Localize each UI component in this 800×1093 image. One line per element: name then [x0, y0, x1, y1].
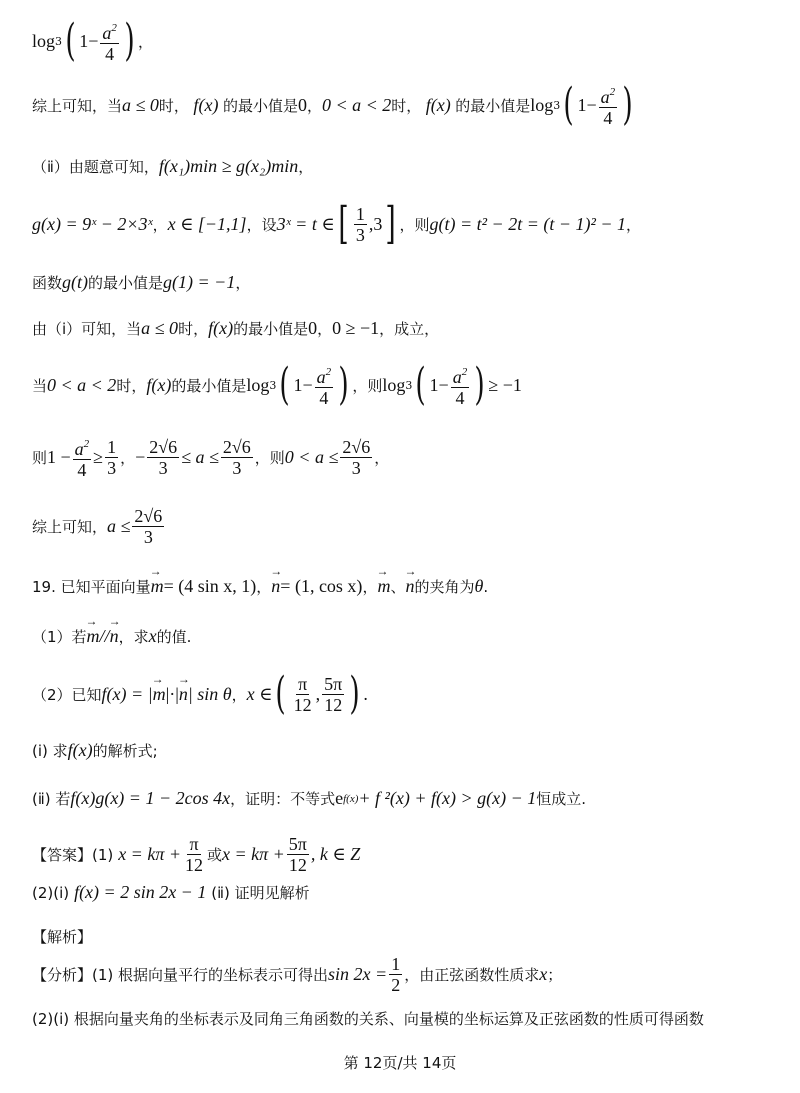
right-paren: ): [349, 668, 360, 719]
text: 时，: [116, 376, 147, 395]
zero: 0: [308, 318, 318, 338]
right-paren: ): [124, 15, 135, 66]
period: .: [363, 683, 368, 704]
numerator: 1: [355, 203, 365, 224]
numerator: 2√6: [134, 506, 163, 526]
text: (2)(ⅰ): [32, 883, 70, 902]
text: 【答案】(1): [32, 846, 114, 864]
one: 1: [79, 30, 89, 51]
condition: 0 < a < 2: [321, 94, 392, 115]
text: ，: [152, 215, 168, 234]
log-base: 3: [269, 378, 277, 392]
expression: ≥ −1: [488, 374, 522, 395]
line-q2-ii: [32, 788, 586, 809]
denominator: 3: [355, 224, 365, 245]
numerator: 5π: [288, 834, 307, 854]
text: ，由正弦函数性质求: [404, 966, 540, 984]
text: 的最小值是: [455, 96, 531, 115]
vector-m: → m: [377, 576, 390, 597]
text: 的最小值是: [88, 274, 164, 292]
text: 【分析】(1) 根据向量平行的坐标表示可得出: [32, 966, 329, 984]
comma: ,: [315, 683, 321, 704]
expression: x = kπ +: [222, 844, 285, 864]
condition: a ≤ 0: [122, 94, 159, 115]
text: ，: [374, 448, 390, 467]
denominator: 12: [293, 694, 312, 715]
text: ，: [362, 578, 378, 596]
log-text: log: [530, 94, 554, 115]
text: (ⅰ) 求: [32, 742, 68, 760]
expression: a ≤: [107, 516, 131, 536]
expression: 1 −: [47, 446, 71, 467]
text: ，: [235, 274, 251, 292]
text: 的夹角为: [414, 578, 475, 596]
denominator: 3: [158, 457, 168, 478]
fraction: [389, 954, 402, 995]
text: (2)(ⅰ) 根据向量夹角的坐标表示及同角三角函数的关系、向量模的坐标运算及正弦函数的性质可得函数: [32, 1010, 704, 1028]
exponent: f(x): [343, 792, 359, 805]
text: （ⅱ）由题意可知，: [32, 158, 159, 176]
text: ，: [298, 158, 314, 176]
expression: g(t): [62, 272, 89, 292]
numerator: 1: [391, 954, 401, 974]
text: (ⅱ) 证明见解析: [211, 884, 310, 902]
text: ，: [231, 685, 247, 704]
fraction: $\frac{a^2}{4}$: [73, 434, 92, 480]
numerator: π: [189, 834, 199, 854]
text: 函数: [32, 274, 63, 292]
text: 的最小值是: [222, 96, 298, 115]
numerator: 2√6: [149, 436, 178, 457]
log-text: log: [32, 30, 56, 51]
fraction: [105, 437, 118, 478]
minus: −: [88, 30, 99, 51]
text: （1）若: [32, 628, 87, 646]
page-footer: 第 12页/共 14页: [343, 1054, 457, 1072]
one-minus: 1−: [293, 374, 313, 395]
fx: f(x): [193, 94, 223, 115]
fraction: $\frac{5\pi}{12}$: [288, 834, 307, 875]
text: ，成立，: [379, 320, 440, 338]
text: ，则: [352, 376, 383, 395]
line-inequality: [32, 434, 389, 480]
fraction: $\frac{2√6}{3}$: [222, 436, 251, 478]
expression: f(x): [67, 740, 93, 760]
text: ，则: [399, 215, 430, 234]
x: x: [148, 626, 157, 646]
text: .: [483, 577, 489, 596]
theta: θ: [474, 576, 484, 596]
numerator: 5π: [324, 673, 343, 694]
vector-m: → m: [151, 576, 164, 597]
right-paren: ): [622, 79, 633, 130]
left-paren: (: [279, 359, 291, 410]
log-base: 3: [55, 34, 63, 48]
text: 19. 已知平面向量: [32, 578, 151, 596]
expression: + f ²(x) + f(x) > g(x) − 1: [358, 788, 537, 808]
zero: 0: [297, 94, 307, 115]
line-case-1: [32, 318, 439, 339]
f: f: [193, 94, 199, 115]
expression: x = kπ +: [118, 844, 181, 864]
line-g-min: [32, 272, 250, 293]
denominator: 2: [391, 975, 401, 995]
line-g-definition: [32, 198, 642, 249]
text: ；: [547, 966, 563, 984]
denominator: 12: [184, 855, 203, 875]
ge: ≥: [93, 446, 104, 467]
denominator: 4: [105, 44, 115, 64]
expression: f(x): [208, 318, 234, 338]
expression: = (1, cos x): [280, 576, 363, 596]
text: ，: [306, 96, 322, 115]
vector-n: → n: [110, 626, 119, 647]
text: ，设: [246, 215, 277, 234]
fraction: $\frac{5\pi}{12}$: [324, 673, 343, 715]
vector-m: → m: [153, 684, 166, 705]
exponent: 2: [111, 22, 117, 34]
right-paren: ): [338, 359, 349, 410]
line-summary-1: [32, 79, 636, 130]
line-condition: [32, 156, 313, 177]
e: e: [335, 788, 344, 808]
expression: sin 2x =: [328, 964, 388, 984]
text: 时，: [391, 96, 422, 115]
left-paren: (: [563, 79, 575, 130]
text: ，求: [118, 628, 149, 646]
fraction: $\frac{2√6}{3}$: [342, 436, 371, 478]
expression: f(x) = 2 sin 2x − 1: [74, 882, 207, 902]
line-question-19: [32, 576, 488, 597]
text: 的值.: [156, 628, 192, 646]
condition: 0 < a ≤: [284, 446, 339, 467]
condition: a ≤ 0: [141, 318, 179, 338]
log-base: 3: [553, 98, 561, 112]
expression: | sin θ: [187, 683, 232, 704]
expression: , k ∈ Z: [310, 844, 361, 864]
vector-n: → n: [179, 684, 188, 705]
line-answer: [32, 834, 360, 875]
expression: f(x)g(x) = 1 − 2cos 4x: [70, 788, 231, 808]
line-conclusion: [32, 506, 166, 547]
log-text: log: [246, 374, 270, 395]
left-paren: (: [275, 668, 287, 719]
text: 时，: [178, 320, 209, 338]
text: ，: [626, 215, 642, 234]
text: 或: [206, 846, 222, 864]
expression: g(t) = t² − 2t = (t − 1)² − 1: [429, 213, 627, 234]
text: ，证明：不等式: [230, 790, 336, 808]
text: 的最小值是: [233, 320, 309, 338]
text: ，则: [254, 448, 285, 467]
expression: ,3: [368, 213, 383, 234]
expression: f(x) = |: [101, 683, 153, 704]
fraction: [147, 437, 179, 478]
text: 当: [32, 376, 48, 395]
expression: x ∈: [246, 683, 273, 704]
numerator: π: [298, 673, 308, 694]
var-a: a: [102, 23, 112, 43]
fraction: [183, 834, 205, 875]
condition: 0 < a < 2: [47, 374, 117, 395]
minus: −: [586, 94, 597, 115]
minus: −: [135, 446, 146, 467]
text: 综上可知，当: [32, 96, 123, 115]
line-q2: [32, 668, 368, 719]
expression: ≤ a ≤: [181, 446, 219, 467]
vector-m: → m: [87, 626, 100, 647]
line-analysis-1: [32, 954, 562, 995]
one-minus: 1−: [429, 374, 449, 395]
text: (ⅱ) 若: [32, 790, 71, 808]
fraction: [354, 204, 367, 245]
line-q2-i: [32, 740, 158, 761]
line-analysis-2: [32, 1008, 704, 1029]
numerator: 1: [107, 436, 117, 457]
right-bracket: ]: [385, 198, 397, 249]
expression: 0 ≥ −1: [332, 318, 380, 338]
expression: x ∈ [−1,1]: [167, 213, 247, 234]
line-analysis-label: [32, 926, 92, 947]
vector-n: → n: [405, 576, 414, 597]
expression: 3ˣ = t ∈: [276, 213, 335, 234]
fraction-a2-over-4: [100, 18, 119, 64]
text: ，: [120, 448, 136, 467]
line-answer-2: [32, 882, 310, 903]
denominator: 3: [143, 527, 153, 547]
text: ，: [256, 578, 272, 596]
fraction: [132, 506, 164, 547]
log-base: 3: [405, 378, 413, 392]
text: 的最小值是: [171, 376, 247, 395]
right-paren: ): [474, 359, 485, 410]
parallel: //: [99, 626, 110, 646]
text: （2）已知: [32, 685, 102, 704]
one: 1: [577, 94, 587, 115]
text: 恒成立.: [536, 790, 587, 808]
expression: = (4 sin x, 1): [163, 576, 257, 596]
left-paren: (: [415, 359, 427, 410]
line-case-2: [32, 359, 522, 410]
line-q1: [32, 626, 191, 647]
left-bracket: [: [338, 198, 349, 249]
denominator: 4: [603, 108, 613, 128]
comma: ，: [138, 32, 154, 51]
text: 则: [32, 448, 48, 467]
denominator: 3: [107, 457, 117, 478]
text: 【解析】: [32, 928, 93, 946]
x: x: [539, 964, 548, 984]
fraction: $\frac{a^2}{4}$: [315, 362, 334, 408]
line-log-expression: [32, 15, 154, 66]
left-paren: (: [65, 15, 76, 66]
text: 的解析式;: [92, 742, 158, 760]
fx: f(x): [421, 94, 456, 115]
text: 时，: [158, 96, 189, 115]
log-text: log: [382, 374, 406, 395]
expression: g(x) = 9ˣ − 2×3ˣ: [32, 213, 153, 234]
expression: f(x): [146, 374, 172, 395]
x: x: [204, 94, 213, 115]
text: 由（ⅰ）可知，当: [32, 320, 142, 338]
expression: |·|: [165, 683, 179, 704]
fraction: $\frac{a^2}{4}$: [451, 362, 470, 408]
vector-n: → n: [271, 576, 280, 597]
text: ，: [317, 320, 333, 338]
text: 、: [390, 578, 406, 596]
fraction: $\frac{a^2}{4}$: [599, 82, 618, 128]
expression: f(x₁)min ≥ g(x₂)min: [158, 156, 299, 176]
text: 综上可知，: [32, 518, 108, 536]
expression: g(1) = −1: [163, 272, 236, 292]
fraction: [292, 674, 314, 715]
